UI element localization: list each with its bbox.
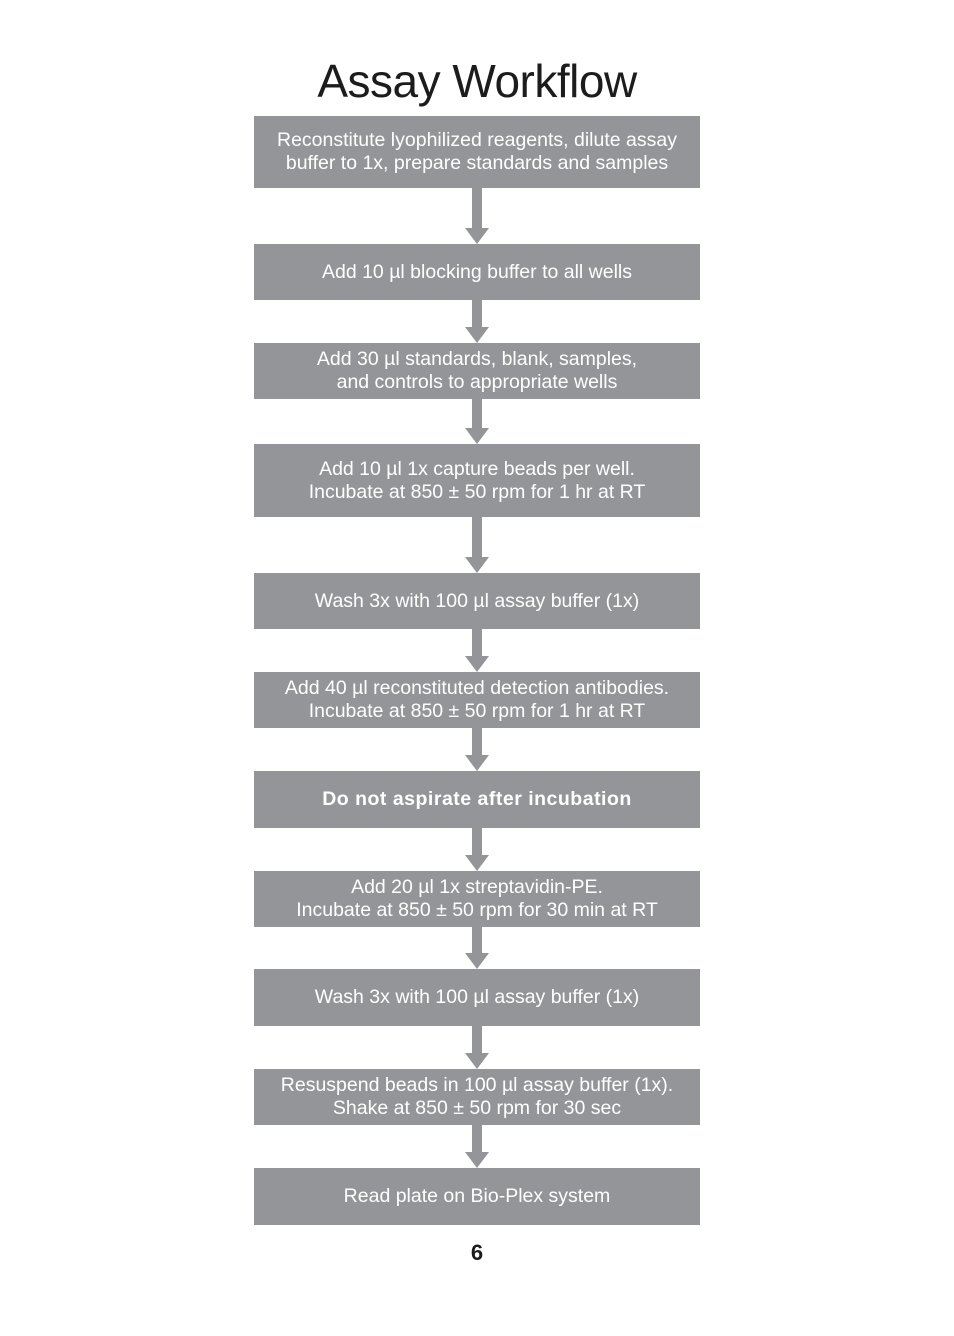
workflow-step-wash-1 [254, 573, 700, 629]
step-text-line: and controls to appropriate wells [336, 371, 618, 393]
flow-arrow-icon [465, 399, 489, 444]
flow-arrow-icon [465, 188, 489, 244]
step-text-line: Incubate at 850 ± 50 rpm for 30 min at RT [296, 899, 658, 921]
flow-arrow-icon [465, 1026, 489, 1069]
flow-arrow-icon [465, 517, 489, 573]
step-text-line: Add 10 µl blocking buffer to all wells [321, 260, 633, 283]
workflow-step-do-not-aspirate [254, 771, 700, 828]
flow-arrow-icon [465, 629, 489, 672]
step-text-line: Add 10 µl 1x capture beads per well. [319, 457, 635, 480]
step-text-line: Add 30 µl standards, blank, samples, [316, 348, 638, 370]
flow-arrow-icon [465, 1125, 489, 1168]
workflow-step-resuspend-beads [254, 1069, 700, 1125]
workflow-step-capture-beads [254, 444, 700, 517]
step-text-line: Wash 3x with 100 µl assay buffer (1x) [314, 986, 640, 1008]
page-title: Assay Workflow [317, 55, 637, 107]
step-text-line: Do not aspirate after incubation [322, 788, 632, 810]
step-text-line: Add 20 µl 1x streptavidin-PE. [351, 876, 603, 898]
workflow-step-streptavidin-pe [254, 871, 700, 927]
workflow-step-detection-antibodies [254, 672, 700, 728]
workflow-step-reconstitute [254, 116, 700, 188]
step-text-line: Reconstitute lyophilized reagents, dilute assay [277, 129, 677, 151]
page-number: 6 [470, 1240, 484, 1265]
flow-arrow-icon [465, 828, 489, 871]
workflow-step-wash-2 [254, 969, 700, 1026]
step-text-line: Incubate at 850 ± 50 rpm for 1 hr at RT [308, 480, 646, 503]
flow-arrow-icon [465, 728, 489, 771]
step-text-line: buffer to 1x, prepare standards and samples [285, 152, 669, 174]
workflow-step-blocking-buffer [254, 244, 700, 300]
flow-arrow-icon [465, 927, 489, 969]
step-text-line: Resuspend beads in 100 µl assay buffer (1x). [280, 1074, 674, 1096]
step-text-line: Wash 3x with 100 µl assay buffer (1x) [314, 589, 640, 612]
step-text-line: Shake at 850 ± 50 rpm for 30 sec [332, 1097, 622, 1119]
workflow-step-read-plate [254, 1168, 700, 1225]
step-text-line: Add 40 µl reconstituted detection antibodies. [284, 677, 670, 699]
flow-arrow-icon [465, 300, 489, 343]
step-text-line: Incubate at 850 ± 50 rpm for 1 hr at RT [308, 700, 646, 722]
step-text-line: Read plate on Bio-Plex system [343, 1185, 611, 1207]
workflow-step-add-standards [254, 343, 700, 399]
